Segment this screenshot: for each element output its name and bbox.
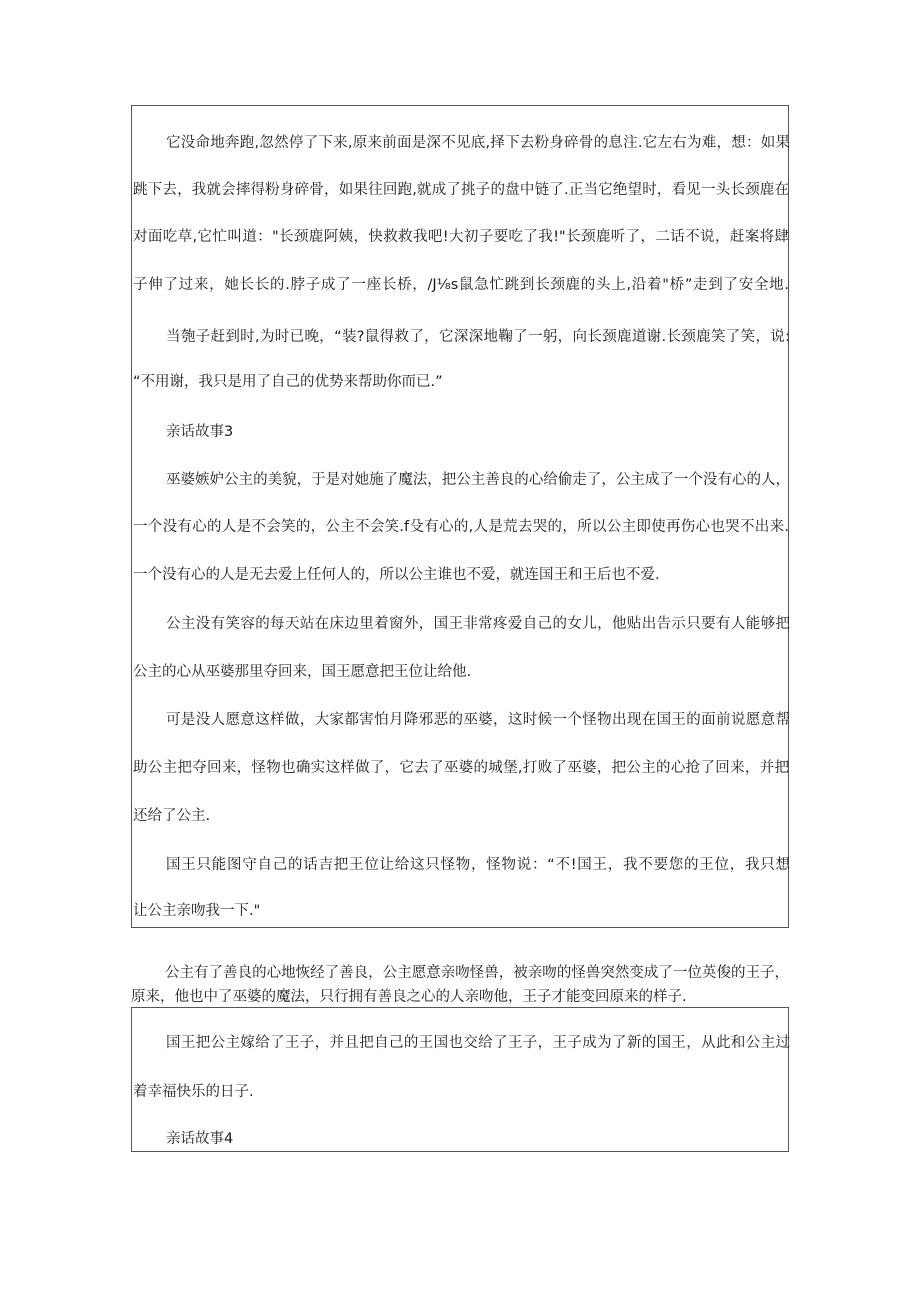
paragraph-line: 对面吃草,它忙叫道："长颈鹿阿姨，快救救我吧!大初子要吃了我!"长颈鹿听了，二话不说，赶案将肆: [133, 229, 789, 245]
paragraph-line: 还给了公主.: [133, 808, 211, 824]
paragraph-line: 公主有了善良的心地恢经了善良，公主愿意亲吻怪兽，被亲吻的怪兽突然变成了一位英俊的王子，: [165, 965, 789, 981]
paragraph-line: 国王只能图守自己的话吉把王位让给这只怪物，怪物说：“不!国王，我不要您的王位，我只想: [166, 857, 790, 873]
paragraph-line: 着幸福快乐的日子.: [133, 1084, 254, 1100]
text-frame-top: [131, 105, 789, 928]
paragraph-line: 它没命地奔跑,忽然停了下来,原来前面是深不见底,择下去粉身碎骨的息注.它左右为难，想：如果: [166, 135, 790, 151]
paragraph-line: 助公主把夺回来，怪物也确实这样做了，它去了巫婆的城堡,打败了巫婆，把公主的心抢了回来，并把: [133, 760, 789, 776]
paragraph-line: “不用谢，我只是用了自己的优势来帮助你而已.”: [133, 374, 443, 390]
paragraph-line: 子伸了过来，她长长的.脖子成了一座长桥，/J⅛s鼠急忙跳到长颈鹿的头上,沿着"桥”走到了安全地.: [133, 277, 789, 293]
paragraph-line: 当匏子赶到时,为时已晚，“装?鼠得救了，它深深地鞠了一躬，向长颈鹿道谢.长颈鹿笑了笑，说:: [166, 329, 790, 345]
story-heading: 亲话故事3: [166, 424, 234, 440]
paragraph-line: 公主的心从巫婆那里夺回来，国王愿意把王位让给他.: [133, 664, 472, 680]
paragraph-line: 一个没有心的人是无去爱上任何人的，所以公主谁也不爱，就连国王和王后也不爱.: [133, 567, 660, 583]
story-heading: 亲话故事4: [166, 1131, 234, 1147]
paragraph-line: 可是没人愿意这样做，大家都害怕月降邪恶的巫婆，这时候一个怪物出现在国王的面前说愿意帮: [166, 712, 790, 728]
paragraph-line: 巫婆嫉妒公主的美貌，于是对她施了魔法，把公主善良的心给偷走了，公主成了一个没有心的人，: [166, 472, 790, 488]
paragraph-line: 让公主亲吻我一下.": [133, 903, 261, 919]
paragraph-line: 原来，他也中了巫婆的魔法，只行拥有善良之心的人亲吻他，王子才能变回原来的样子.: [131, 989, 687, 1005]
text-frame-bottom: [131, 1007, 789, 1152]
paragraph-line: 国王把公主嫁给了王子，并且把自己的王国也交给了王子，王子成为了新的国王，从此和公主过: [166, 1035, 790, 1051]
paragraph-line: 跳下去，我就会摔得粉身碎骨，如果往回跑,就成了挑子的盘中链了.正当它绝望时，看见一头长颈鹿在: [133, 182, 789, 198]
paragraph-line: 公主没有笑容的每天站在床边里着窗外，国王非常疼爱自己的女儿，他贴出告示只要有人能够把: [166, 616, 790, 632]
paragraph-line: 一个没有心的人是不会笑的，公主不会笑.f殳有心的,人是荒去哭的，所以公主即使再伤心也哭不出来.: [133, 519, 789, 535]
